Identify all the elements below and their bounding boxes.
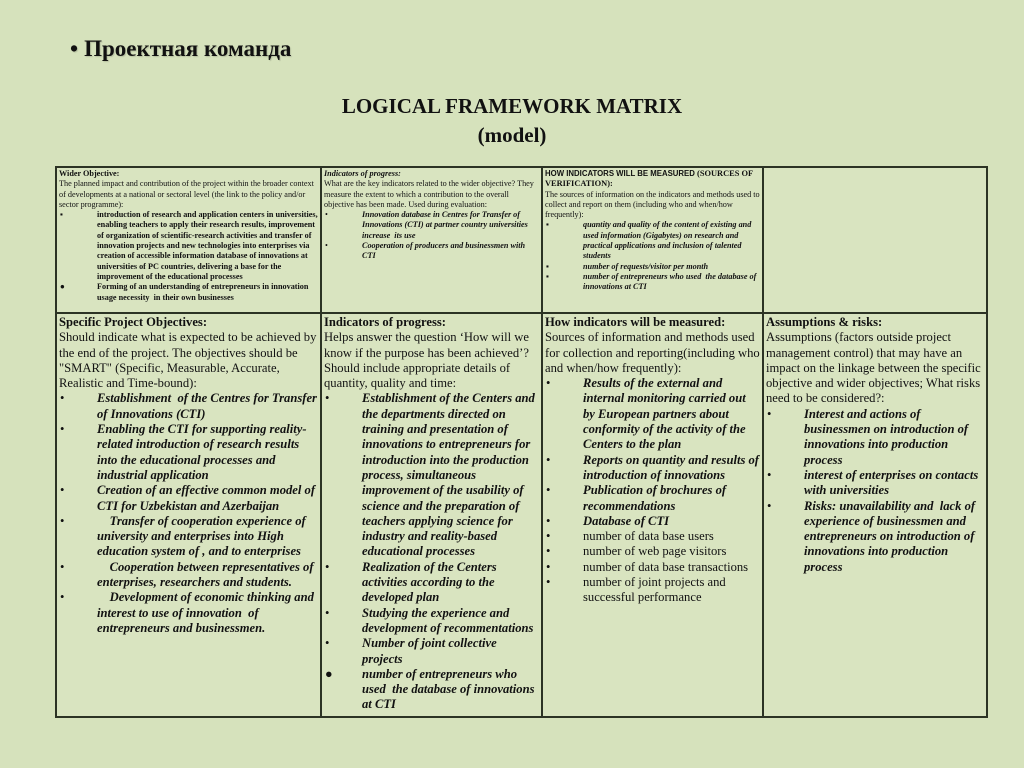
list-item-text: Number of joint collective projects [362, 636, 500, 666]
cell-description: The planned impact and contribution of the project within the broader context of developments at a national or sectoral level (the link to the policy and/or sector programme): [59, 179, 314, 209]
bullet-list [59, 210, 318, 303]
bullet-icon: • [325, 210, 328, 220]
list-item-text: Studying the experience and development of recommentations [362, 605, 534, 635]
list-item [324, 210, 539, 241]
list-item [545, 262, 760, 272]
bullet-icon: • [325, 391, 330, 406]
list-item-text: Transfer of cooperation experience of university and enterprises into High education system of , and to enterprises [97, 513, 309, 559]
bullet-icon: ● [60, 282, 65, 292]
list-item-text: Innovation database in Centres for Transfer of Innovations (CTI) at partner country universities increase its use [362, 210, 530, 240]
list-item [324, 391, 539, 559]
list-item-text: number of requests/visitor per month [583, 261, 709, 271]
cell-header: How indicators will be measured: [545, 315, 726, 329]
list-item [545, 452, 763, 484]
bullet-list [324, 391, 539, 712]
bullet-icon: • [60, 483, 65, 498]
bullet-icon: • [767, 498, 772, 513]
cell-assumptions-risks [763, 313, 987, 717]
matrix-title [0, 92, 1024, 150]
cell-header: Wider Objective: [59, 169, 120, 178]
bullet-list [324, 210, 539, 261]
cell-description: What are the key indicators related to the wider objective? They measure the extent to which a contribution to the overall objective has been made. Used during evaluation: [324, 179, 534, 209]
bullet-icon: • [546, 529, 551, 544]
list-item-text: interest of enterprises on contacts with universities [804, 467, 982, 498]
cell-specific-measurement [542, 313, 763, 717]
list-item [545, 514, 760, 529]
bullet-list [766, 407, 984, 575]
table-row-specific-objectives [56, 313, 987, 717]
matrix-title-line2: (model) [477, 123, 547, 147]
list-item [324, 241, 539, 262]
bullet-icon: • [546, 452, 551, 467]
bullet-icon: • [767, 467, 772, 482]
list-item-text: Development of economic thinking and interest to use of innovation of entrepreneurs and businessmen. [97, 590, 318, 635]
cell-header [545, 169, 760, 190]
list-item-text: number of joint projects and successful performance [583, 575, 729, 605]
list-item [545, 529, 760, 544]
bullet-icon: • [60, 422, 65, 437]
cell-specific-objectives [56, 313, 321, 717]
list-item-text: number of entrepreneurs who used the database of innovations at CTI [583, 271, 759, 292]
cell-description: Assumptions (factors outside project management control) that may have an impact on the linkage between the specific objective and wider objectives; What risks need to be considered?: [766, 330, 981, 406]
list-item [545, 560, 760, 575]
list-item-text: Interest and actions of businessmen on introduction of innovations into production process [804, 406, 972, 467]
list-item-text: Publication of brochures of recommendations [583, 483, 730, 513]
bullet-icon: • [546, 376, 551, 391]
list-item-text: quantity and quality of the content of existing and used information (Gigabytes) on research and practical applications and inclusion of talented students [583, 220, 754, 261]
cell-header: Indicators of progress: [324, 315, 446, 329]
list-item [59, 391, 321, 422]
header-sans-part: HOW INDICATORS WILL BE MEASURED [545, 169, 695, 178]
table-row-wider-objective [56, 167, 987, 313]
bullet-icon: ▪ [60, 210, 63, 220]
list-item [324, 667, 539, 713]
cell-header: Assumptions & risks: [766, 315, 883, 329]
list-item [545, 220, 760, 261]
bullet-icon: • [546, 513, 551, 528]
list-item-text: Enabling the CTI for supporting reality-related introduction of research results into the educational processes and industrial application [97, 422, 307, 482]
list-item-text: Forming of an understanding of entrepreneurs in innovation usage necessity in their own businesses [97, 282, 311, 302]
cell-wider-indicators [321, 167, 542, 313]
slide-heading [70, 36, 291, 62]
list-item [59, 422, 318, 483]
list-item [59, 483, 318, 514]
bullet-icon: • [60, 590, 65, 605]
list-item [545, 272, 760, 293]
bullet-icon: • [546, 559, 551, 574]
bullet-icon: • [325, 559, 330, 574]
list-item [59, 282, 318, 303]
list-item [59, 590, 318, 636]
cell-empty [763, 167, 987, 313]
list-item [545, 376, 760, 452]
list-item [766, 499, 984, 575]
cell-wider-verification [542, 167, 763, 313]
bullet-icon: • [325, 636, 330, 651]
list-item-text: number of data base users [583, 529, 714, 544]
list-item-text: number of data base transactions [583, 559, 749, 574]
bullet-list [545, 376, 763, 605]
list-item [545, 544, 760, 559]
list-item-text: introduction of research and application centers in universities, enabling teachers to apply their research results, improvement of organization of scientific-research activities and transfer of innovation projects and new technologies into enterprises via creation of accessible information database of innovations at universities of PC countries, delivering a base for the improvement of the educational processes [97, 210, 320, 281]
list-item [59, 210, 318, 282]
heading-text: Проектная команда [84, 36, 292, 61]
heading-bullet: • [70, 36, 79, 61]
bullet-icon: • [325, 605, 330, 620]
list-item [545, 483, 760, 514]
list-item [545, 575, 760, 606]
bullet-icon: ▪ [546, 261, 549, 271]
bullet-icon: ▪ [546, 271, 549, 281]
list-item-text: number of entrepreneurs who used the database of innovations at CTI [362, 666, 538, 712]
list-item [324, 636, 539, 667]
list-item [766, 407, 984, 468]
cell-description: Sources of information and methods used for collection and reporting(including who and when/how frequently): [545, 330, 760, 375]
bullet-icon: • [767, 406, 772, 421]
list-item [59, 560, 318, 591]
list-item-text: Reports on quantity and results of introduction of innovations [583, 452, 763, 482]
list-item-text: Realization of the Centers activities according to the developed plan [362, 559, 500, 605]
bullet-icon: • [60, 391, 65, 406]
list-item [324, 606, 539, 637]
bullet-icon: ▪ [546, 220, 549, 230]
cell-description: The sources of information on the indicators and methods used to collect and report on them (including who and when/how frequently): [545, 189, 760, 220]
list-item-text: Results of the external and internal monitoring carried out by European partners about conformity of the activity of the Centers to the plan [583, 376, 749, 452]
list-item-text: Establishment of the Centers and the departments directed on training and presentation of innovations to entrepreneurs for introduction into the production process, simultaneous improvement of the usability of science and the preparation of teachers applying science for industry and reality-based educational processes [362, 391, 539, 559]
bullet-icon: • [60, 513, 65, 528]
bullet-icon: • [325, 241, 328, 251]
list-item-text: Establishment of the Centres for Transfer of Innovations (CTI) [97, 391, 321, 421]
list-item [59, 514, 318, 560]
list-item-text: Cooperation between representatives of enterprises, researchers and students. [97, 559, 317, 590]
list-item-text: Creation of an effective common model of CTI for Uzbekistan and Azerbaijan [97, 483, 319, 513]
cell-specific-indicators [321, 313, 542, 717]
bullet-icon: ● [325, 666, 333, 681]
bullet-list [59, 391, 321, 636]
list-item-text: Risks: unavailability and lack of experience of businessmen and entrepreneurs on introduction of innovations into production process [804, 498, 979, 574]
matrix-title-line1: LOGICAL FRAMEWORK MATRIX [341, 94, 683, 118]
list-item-text: Database of CTI [583, 513, 670, 528]
bullet-icon: • [60, 559, 65, 574]
header-serif-part: (SOURCES OF VERIFICATION): [545, 169, 753, 189]
cell-wider-objective [56, 167, 321, 313]
list-item [324, 560, 539, 606]
bullet-icon: • [546, 575, 551, 590]
bullet-icon: • [546, 544, 551, 559]
cell-header: Indicators of progress: [324, 169, 401, 178]
list-item-text: number of web page visitors [583, 544, 727, 559]
cell-header: Specific Project Objectives: [59, 315, 208, 329]
bullet-icon: • [546, 483, 551, 498]
logframe-table [55, 166, 988, 718]
cell-description: Helps answer the question ‘How will we know if the purpose has been achieved’? Should include appropriate details of quantity, quality and time: [324, 330, 529, 391]
cell-description: Should indicate what is expected to be achieved by the end of the project. The objectives should be "SMART" (Specific, Measurable, Accurate, Realistic and Time-bound): [59, 330, 317, 391]
bullet-list [545, 220, 760, 292]
list-item [766, 468, 984, 499]
list-item-text: Cooperation of producers and businessmen with CTI [362, 241, 528, 261]
